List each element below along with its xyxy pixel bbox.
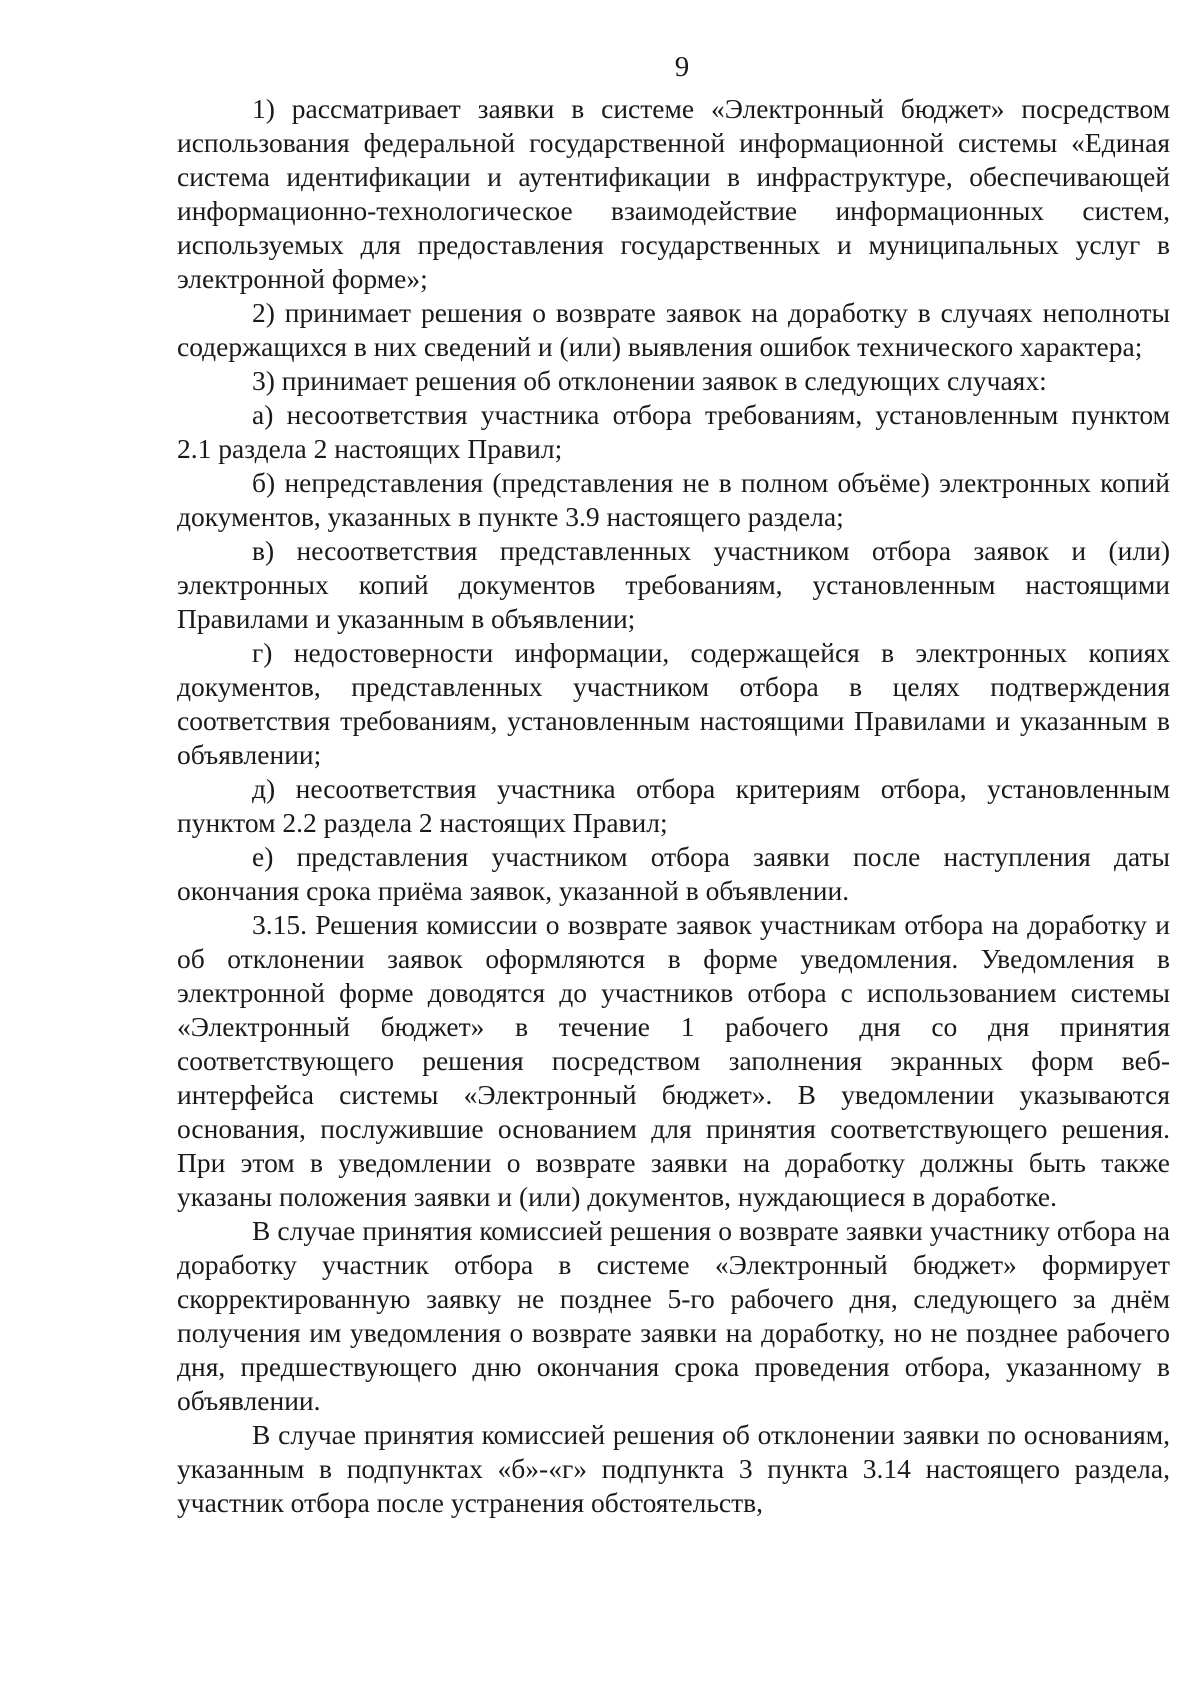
- document-body: [177, 92, 1170, 1520]
- paragraph-subitem-a: а) несоответствия участника отбора требованиям, установленным пунктом 2.1 раздела 2 настоящих Правил;: [177, 399, 1170, 464]
- paragraph-subitem-g: г) недостоверности информации, содержащейся в электронных копиях документов, представленных участником отбора в целях подтверждения соответствия требованиям, установленным настоящими Правилами и указанным в объявлении;: [177, 637, 1170, 770]
- paragraph-subitem-b: б) непредставления (представления не в полном объёме) электронных копий документов, указанных в пункте 3.9 настоящего раздела;: [177, 467, 1170, 532]
- paragraph-rejection-case: В случае принятия комиссией решения об отклонении заявки по основаниям, указанным в подпунктах «б»-«г» подпункта 3 пункта 3.14 настоящего раздела, участник отбора после устранения обстоятельств,: [177, 1419, 1170, 1518]
- paragraph-item-2: 2) принимает решения о возврате заявок на доработку в случаях неполноты содержащихся в них сведений и (или) выявления ошибок технического характера;: [177, 297, 1170, 362]
- paragraph-return-case: В случае принятия комиссией решения о возврате заявки участнику отбора на доработку участник отбора в системе «Электронный бюджет» формирует скорректированную заявку не позднее 5-го рабочего дня, следующего за днём получения им уведомления о возврате заявки на доработку, но не позднее рабочего дня, предшествующего дню окончания срока проведения отбора, указанному в объявлении.: [177, 1215, 1170, 1416]
- paragraph-item-1: 1) рассматривает заявки в системе «Электронный бюджет» посредством использования федеральной государственной информационной системы «Единая система идентификации и аутентификации в инфраструктуре, обеспечивающей информационно-технологическое взаимодействие информационных систем, используемых для предоставления государственных и муниципальных услуг в электронной форме»;: [177, 93, 1170, 294]
- paragraph-item-3: 3) принимает решения об отклонении заявок в следующих случаях:: [252, 365, 1047, 396]
- paragraph-subitem-e: е) представления участником отбора заявки после наступления даты окончания срока приёма заявок, указанной в объявлении.: [177, 841, 1170, 906]
- paragraph-clause-3-15: 3.15. Решения комиссии о возврате заявок участникам отбора на доработку и об отклонении заявок оформляются в форме уведомления. Уведомления в электронной форме доводятся до участников отбора с использованием системы «Электронный бюджет» в течение 1 рабочего дня со дня принятия соответствующего решения посредством заполнения экранных форм веб-интерфейса системы «Электронный бюджет». В уведомлении указываются основания, послужившие основанием для принятия соответствующего решения. При этом в уведомлении о возврате заявки на доработку должны быть также указаны положения заявки и (или) документов, нуждающиеся в доработке.: [177, 909, 1170, 1212]
- paragraph-subitem-d: д) несоответствия участника отбора критериям отбора, установленным пунктом 2.2 раздела 2 настоящих Правил;: [177, 773, 1170, 838]
- paragraph-subitem-v: в) несоответствия представленных участником отбора заявок и (или) электронных копий документов требованиям, установленным настоящими Правилами и указанным в объявлении;: [177, 535, 1170, 634]
- page-number: 9: [674, 51, 690, 83]
